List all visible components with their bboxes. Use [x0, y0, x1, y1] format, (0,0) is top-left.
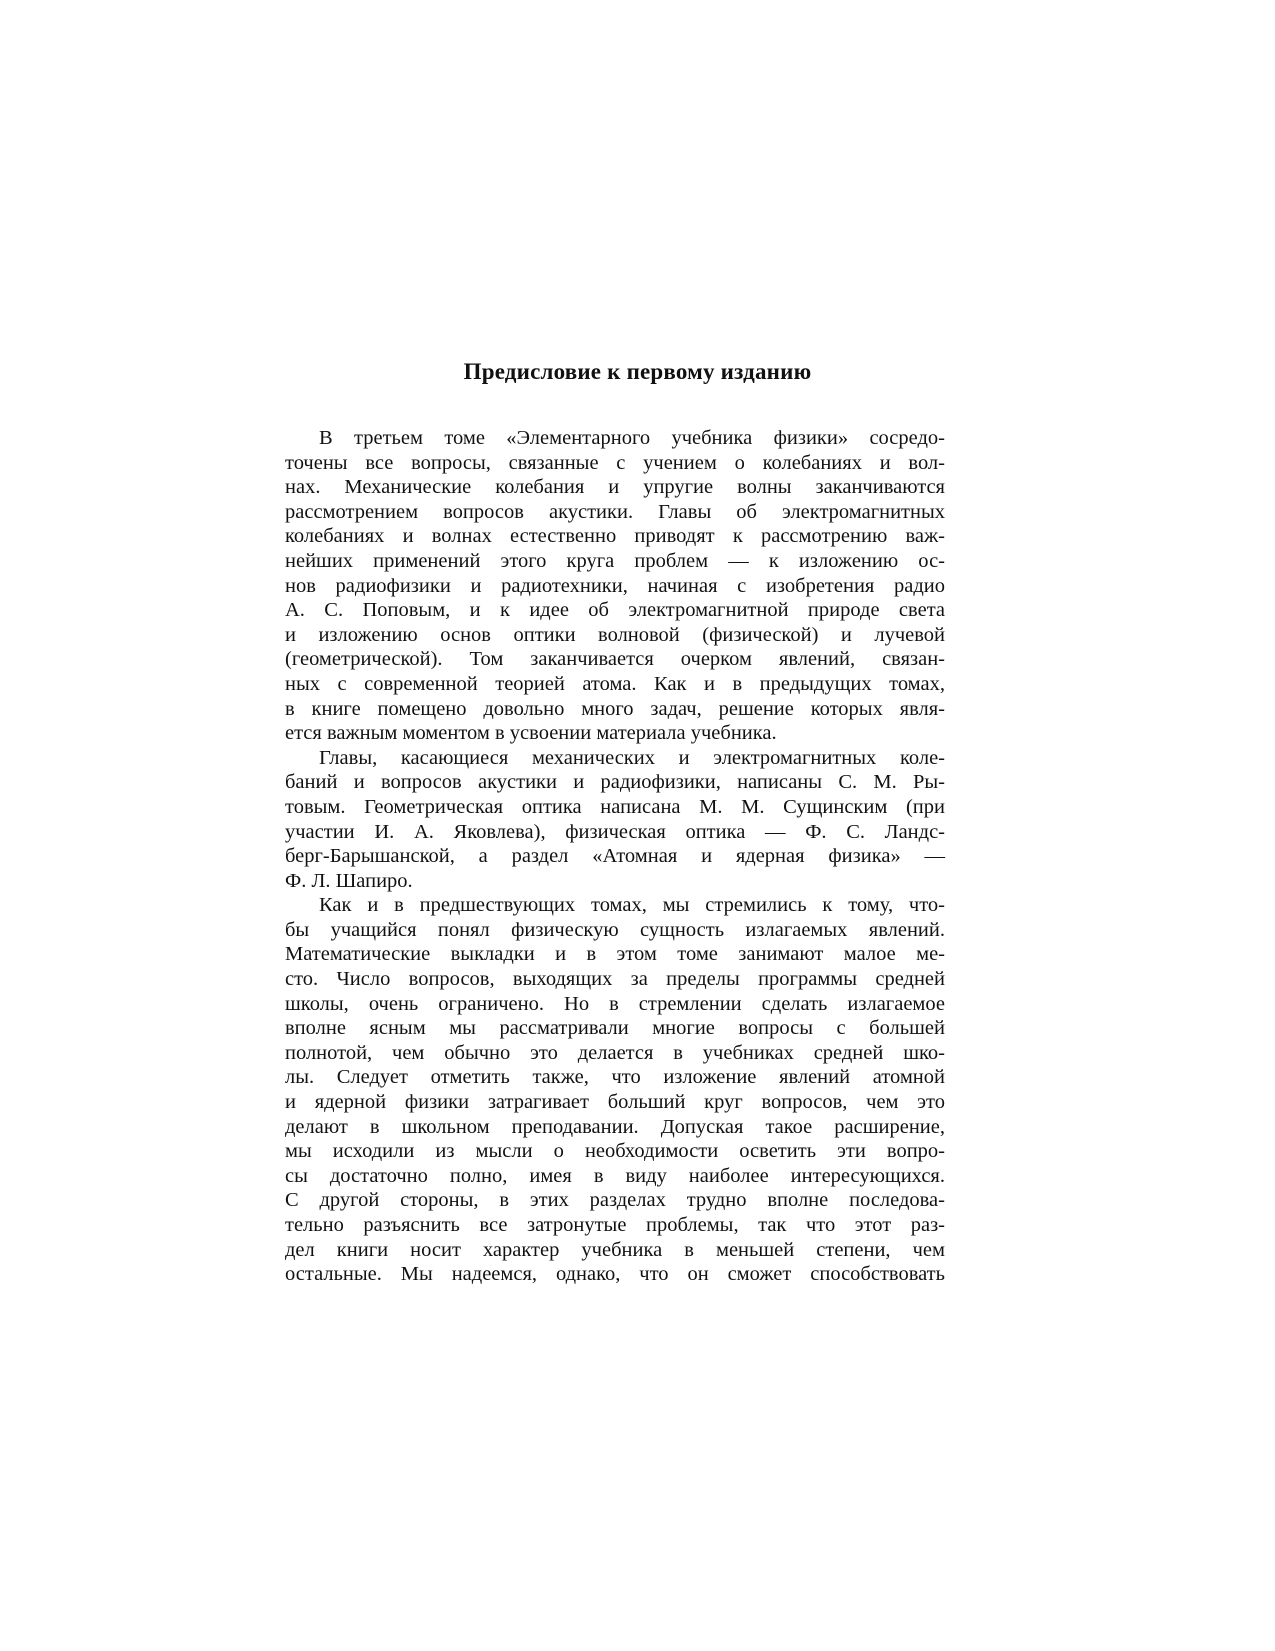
text-line: нов радиофизики и радиотехники, начиная с изобретения радио	[285, 574, 945, 597]
text-line: Математические выкладки и в этом томе занимают малое ме-	[285, 943, 945, 966]
text-line: А. С. Поповым, и к идее об электромагнитной природе света	[285, 599, 945, 622]
text-line: мы исходили из мысли о необходимости осветить эти вопро-	[285, 1140, 945, 1163]
text-line: берг-Барышанской, а раздел «Атомная и ядерная физика» —	[285, 845, 945, 868]
paragraph	[285, 426, 945, 746]
paragraph	[285, 893, 945, 1287]
text-line: сы достаточно полно, имея в виду наиболее интересующихся.	[285, 1164, 945, 1187]
text-line: школы, очень ограничено. Но в стремлении сделать излагаемое	[285, 992, 945, 1015]
text-line: вполне ясным мы рассматривали многие вопросы с большей	[285, 1017, 945, 1040]
text-line: участии И. А. Яковлева), физическая оптика — Ф. С. Ландс-	[285, 820, 945, 843]
text-line: В третьем томе «Элементарного учебника физики» сосредо-	[319, 427, 945, 449]
text-line: точены все вопросы, связанные с учением о колебаниях и вол-	[285, 451, 945, 474]
text-line: баний и вопросов акустики и радиофизики, написаны С. М. Ры-	[285, 771, 945, 794]
text-line: и ядерной физики затрагивает больший круг вопросов, чем это	[285, 1091, 945, 1114]
text-line: ется важным моментом в усвоении материала учебника.	[285, 722, 777, 745]
preface-body	[285, 426, 945, 1287]
text-line: лы. Следует отметить также, что изложение явлений атомной	[285, 1066, 945, 1089]
text-line: С другой стороны, в этих разделах трудно вполне последова-	[285, 1189, 945, 1212]
text-line: нейших применений этого круга проблем — к изложению ос-	[285, 549, 945, 572]
text-line: остальные. Мы надеемся, однако, что он сможет способствовать	[285, 1263, 945, 1286]
text-line: (геометрической). Том заканчивается очерком явлений, связан-	[285, 648, 945, 671]
text-line: Главы, касающиеся механических и электромагнитных коле-	[319, 746, 945, 769]
text-line: рассмотрением вопросов акустики. Главы об электромагнитных	[285, 500, 945, 523]
text-line: товым. Геометрическая оптика написана М. М. Сущинским (при	[285, 795, 945, 818]
text-line: в книге помещено довольно много задач, решение которых явля-	[285, 697, 945, 720]
text-line: полнотой, чем обычно это делается в учебниках средней шко-	[285, 1041, 945, 1064]
text-line: колебаниях и волнах естественно приводят к рассмотрению важ-	[285, 525, 945, 548]
text-line: нах. Механические колебания и упругие волны заканчиваются	[285, 476, 945, 499]
text-line: делают в школьном преподавании. Допуская такое расширение,	[285, 1115, 945, 1138]
text-line: тельно разъяснить все затронутые проблемы, так что этот раз-	[285, 1214, 945, 1236]
text-line: ных с современной теорией атома. Как и в предыдущих томах,	[285, 672, 945, 695]
text-line: сто. Число вопросов, выходящих за пределы программы средней	[285, 968, 945, 991]
text-line: Как и в предшествующих томах, мы стремились к тому, что-	[319, 894, 945, 917]
text-line: и изложению основ оптики волновой (физической) и лучевой	[285, 623, 945, 646]
text-line: бы учащийся понял физическую сущность излагаемых явлений.	[285, 918, 945, 941]
paragraph	[285, 746, 945, 894]
text-line: дел книги носит характер учебника в меньшей степени, чем	[285, 1238, 945, 1261]
page-title: Предисловие к первому изданию	[463, 359, 812, 384]
text-line: Ф. Л. Шапиро.	[285, 869, 413, 892]
